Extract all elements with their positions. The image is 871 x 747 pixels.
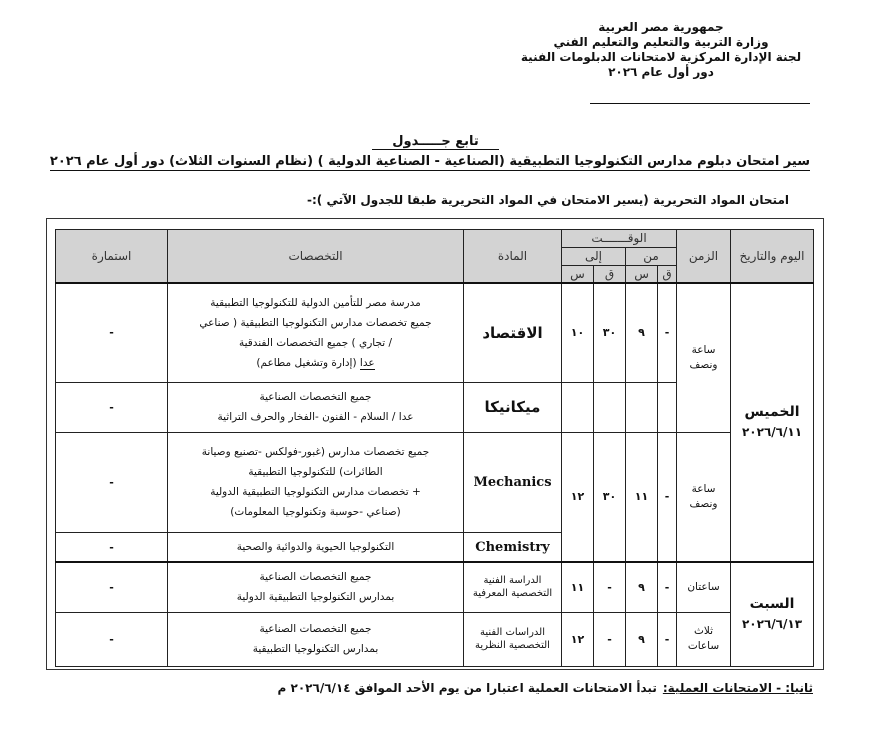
- from-minute: -: [658, 283, 677, 382]
- practical-exams-label: ثانيا: - الامتحانات العملية:: [662, 681, 813, 695]
- to-minute: -: [594, 562, 626, 612]
- from-hour: ٩: [626, 562, 658, 612]
- specializations-cell: التكنولوجيا الحيوية والدوائية والصحية: [168, 533, 464, 562]
- letterhead-line-4: دور أول عام ٢٠٢٦: [608, 65, 714, 79]
- from-minute: -: [658, 432, 677, 562]
- header-time: الوقـــــــت: [562, 230, 677, 248]
- header-from-hour: س: [626, 265, 658, 283]
- duration-cell: ساعة ونصف: [677, 432, 731, 562]
- subject-economics: الاقتصاد: [464, 283, 562, 382]
- to-hour: ١٢: [562, 612, 594, 666]
- duration-cell: ثلاث ساعات: [677, 612, 731, 666]
- header-subject: المادة: [464, 230, 562, 283]
- table-row: [56, 432, 814, 532]
- table-row: [56, 612, 814, 666]
- from-minute: -: [658, 612, 677, 666]
- practical-exams-text: تبدأ الامتحانات العملية اعتبارا من يوم الأحد الموافق ٢٠٢٦/٦/١٤ م: [277, 681, 657, 695]
- subject-chemistry: Chemistry: [464, 533, 562, 562]
- duration-cell: ساعتان: [677, 562, 731, 612]
- header-to-hour: س: [562, 265, 594, 283]
- header-day-date: اليوم والتاريخ: [731, 230, 814, 283]
- subject-mechanics-ar: ميكانيكا: [464, 382, 562, 432]
- table-row: [56, 562, 814, 612]
- to-hour: ١٢: [562, 432, 594, 562]
- exam-schedule-table: [55, 229, 814, 667]
- day-cell-thursday: [731, 283, 814, 562]
- header-to: إلى: [562, 247, 626, 265]
- from-hour: ١١: [626, 432, 658, 562]
- practical-exams-note: [278, 681, 813, 695]
- specializations-cell: جميع تخصصات مدارس (غبور-فولكس -تصنيع وصيانة الطائرات) للتكنولوجيا التطبيقية + تخصصات مدارس التكنولوجيا التطبيقية الدولية (صناعي -حوسبة وتكنولوجيا المعلومات): [168, 432, 464, 532]
- day-name: الخميس: [744, 404, 800, 421]
- specializations-cell: جميع التخصصات الصناعية بمدارس التكنولوجيا التطبيقية: [168, 612, 464, 666]
- header-specializations: التخصصات: [168, 230, 464, 283]
- specializations-cell: جميع التخصصات الصناعية بمدارس التكنولوجيا التطبيقية الدولية: [168, 562, 464, 612]
- letterhead-rule: [590, 103, 810, 104]
- day-cell-saturday: [731, 562, 814, 667]
- intro-text: امتحان المواد التحريرية (يسير الامتحان في المواد التحريرية طبقا للجدول الآتي ):-: [307, 193, 789, 207]
- table-row: [56, 283, 814, 382]
- to-minute: -: [594, 612, 626, 666]
- letterhead-line-1: جمهورية مصر العربية: [598, 20, 724, 34]
- form-cell: -: [56, 432, 168, 532]
- day-name: السبت: [749, 596, 795, 613]
- letterhead: [501, 20, 821, 80]
- day-date: ٢٠٢٦/٦/١١: [741, 425, 803, 440]
- duration-cell: ساعة ونصف: [677, 283, 731, 432]
- form-cell: -: [56, 533, 168, 562]
- from-hour: ٩: [626, 612, 658, 666]
- header-form: استمارة: [56, 230, 168, 283]
- form-cell: -: [56, 382, 168, 432]
- document-title: تابع جـــــدول: [0, 134, 871, 149]
- document-subtitle: سير امتحان دبلوم مدارس التكنولوجيا التطبيقية (الصناعية - الصناعية الدولية ) (نظام السنوات الثلاث) دور أول عام ٢٠٢٦: [49, 154, 810, 169]
- to-minute: ٣٠: [594, 432, 626, 562]
- form-cell: -: [56, 283, 168, 382]
- to-minute: ٣٠: [594, 283, 626, 382]
- letterhead-line-2: وزارة التربية والتعليم والتعليم الفني: [553, 35, 769, 49]
- header-to-minute: ق: [594, 265, 626, 283]
- subject-technical-knowledge: الدراسة الفنية التخصصية المعرفية: [464, 562, 562, 612]
- header-duration: الزمن: [677, 230, 731, 283]
- specializations-cell: جميع التخصصات الصناعية عدا / السلام - الفنون -الفخار والحرف التراثية: [168, 382, 464, 432]
- header-from: من: [626, 247, 677, 265]
- header-from-minute: ق: [658, 265, 677, 283]
- subject-technical-theory: الدراسات الفنية التخصصية النظرية: [464, 612, 562, 666]
- to-hour: ١١: [562, 562, 594, 612]
- from-hour: ٩: [626, 283, 658, 382]
- letterhead-line-3: لجنة الإدارة المركزية لامتحانات الدبلومات الفنية: [520, 50, 802, 64]
- specializations-cell: مدرسة مصر للتأمين الدولية للتكنولوجيا التطبيقية جميع تخصصات مدارس التكنولوجيا التطبيقية ( صناعي / تجاري ) جميع التخصصات الفندقية عدا (إدارة وتشغيل مطاعم): [168, 283, 464, 382]
- to-hour: ١٠: [562, 283, 594, 382]
- from-minute: -: [658, 562, 677, 612]
- form-cell: -: [56, 562, 168, 612]
- subject-mechanics-en: Mechanics: [464, 432, 562, 532]
- day-date: ٢٠٢٦/٦/١٣: [741, 617, 803, 632]
- form-cell: -: [56, 612, 168, 666]
